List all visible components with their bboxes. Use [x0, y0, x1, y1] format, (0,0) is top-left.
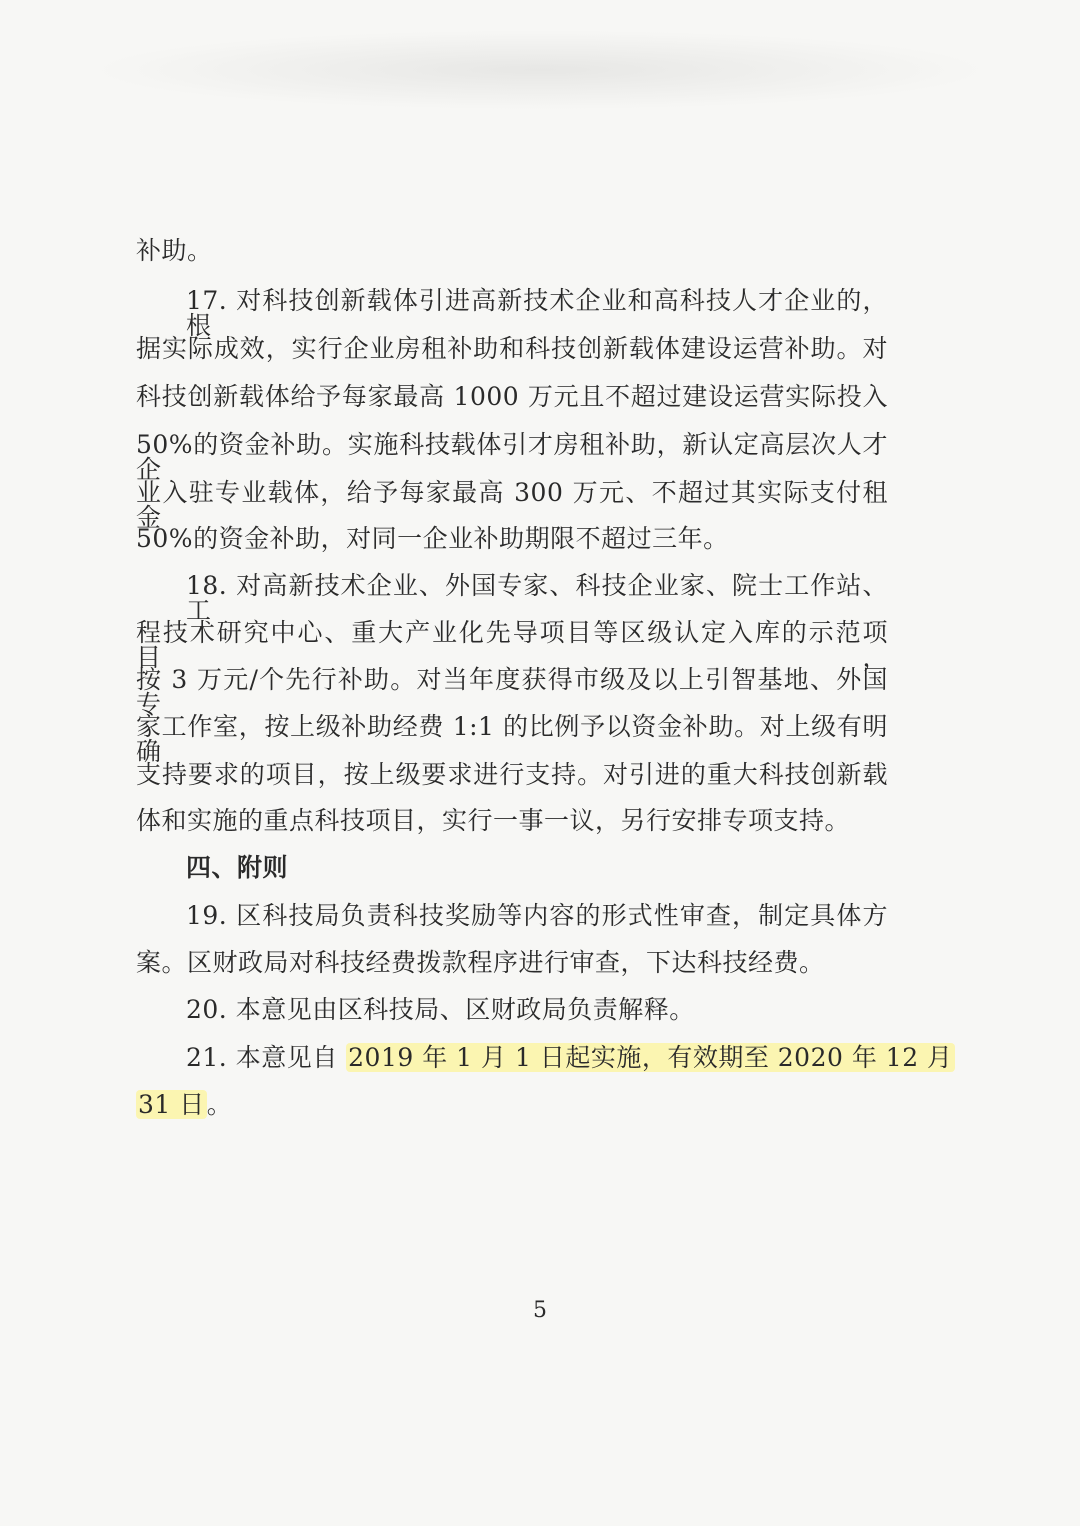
text-line: 按 3 万元/个先行补助。对当年度获得市级及以上引智基地、外国专	[136, 665, 888, 719]
text-line: 科技创新载体给予每家最高 1000 万元且不超过建设运营实际投入	[136, 382, 888, 411]
item-21-line-2	[136, 1092, 232, 1117]
item-21-end: 。	[206, 1090, 233, 1119]
text-line: 据实际成效，实行企业房租补助和科技创新载体建设运营补助。对	[136, 334, 888, 363]
scan-shadow	[90, 30, 990, 110]
text-line: 19. 区科技局负责科技奖励等内容的形式性审查，制定具体方	[186, 901, 888, 930]
text-line: 20. 本意见由区科技局、区财政局负责解释。	[186, 995, 695, 1024]
text-line: 补助。	[136, 236, 213, 265]
text-line: 程技术研究中心、重大产业化先导项目等区级认定入库的示范项目，	[136, 618, 888, 672]
text-line: 50%的资金补助，对同一企业补助期限不超过三年。	[136, 524, 729, 553]
text-line: 业入驻专业载体，给予每家最高 300 万元、不超过其实际支付租金	[136, 478, 888, 532]
highlighted-text: 2019 年 1 月 1 日起实施，有效期至 2020 年 12 月	[348, 1043, 953, 1072]
section-heading: 四、附则	[186, 853, 289, 882]
item-21-line-1	[186, 1045, 955, 1070]
text-line: 17. 对科技创新载体引进高新技术企业和高科技人才企业的，根	[186, 286, 888, 340]
text-line: 体和实施的重点科技项目，实行一事一议，另行安排专项支持。	[136, 806, 851, 835]
text-line: 50%的资金补助。实施科技载体引才房租补助，新认定高层次人才企	[136, 430, 888, 484]
text-line: 案。区财政局对科技经费拨款程序进行审查，下达科技经费。	[136, 948, 825, 977]
highlighted-text: 31 日	[138, 1090, 205, 1119]
text-line: 支持要求的项目，按上级要求进行支持。对引进的重大科技创新载	[136, 760, 888, 789]
page-number: 5	[533, 1298, 547, 1323]
item-21-prefix: 21. 本意见自	[186, 1043, 347, 1072]
text-line: 家工作室，按上级补助经费 1:1 的比例予以资金补助。对上级有明确	[136, 712, 888, 766]
text-line: 18. 对高新技术企业、外国专家、科技企业家、院士工作站、工	[186, 571, 888, 625]
